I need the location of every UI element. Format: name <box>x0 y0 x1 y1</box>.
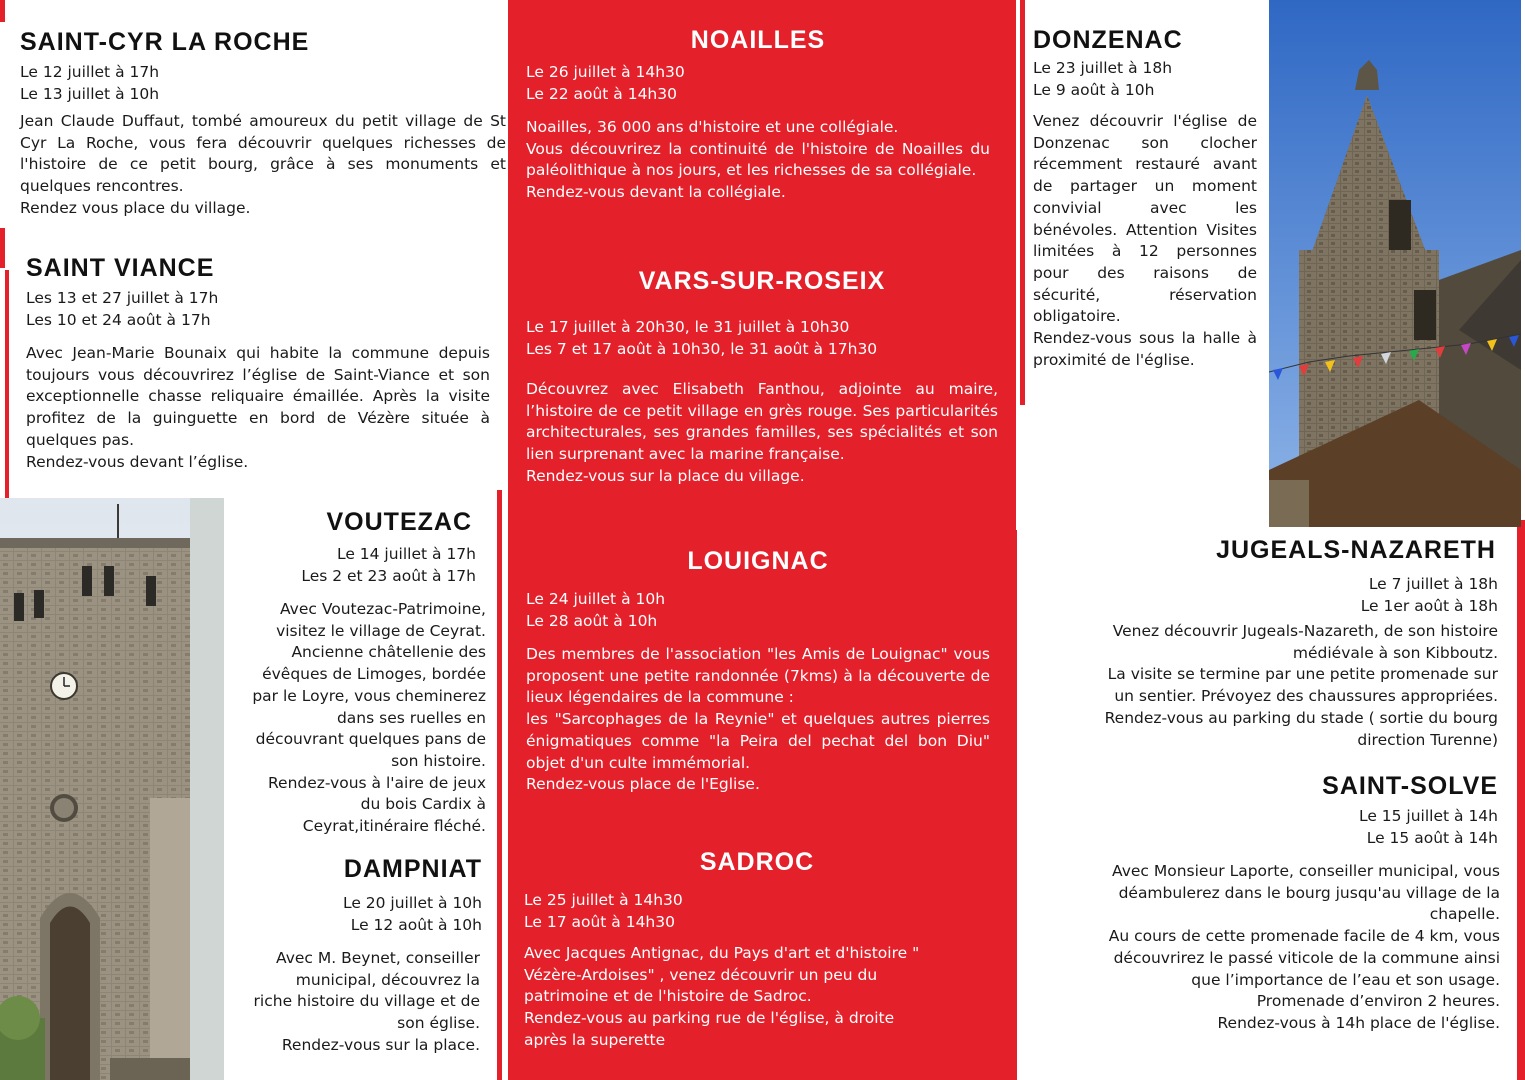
section-title: VARS-SUR-ROSEIX <box>638 267 886 295</box>
dates-block <box>20 61 506 105</box>
text-line: chapelle. <box>1429 905 1500 924</box>
text-line: Avec Monsieur Laporte, conseiller municipal, vous <box>1112 862 1500 880</box>
section-title: SADROC <box>699 848 815 876</box>
section-title: NOAILLES <box>690 26 826 54</box>
date-line: Le 17 août à 14h30 <box>524 913 675 931</box>
section-title: SAINT-CYR LA ROCHE <box>20 28 310 56</box>
section-saint-cyr <box>20 28 506 220</box>
text-line: évêques de Limoges, bordée <box>262 665 486 684</box>
text-line: déambulerez dans le bourg jusqu'au village de la <box>1118 883 1500 902</box>
section-title: LOUIGNAC <box>687 547 829 575</box>
section-jugeals-nazareth <box>1040 536 1500 751</box>
description: Avec Jean-Marie Bounaix qui habite la commune depuis toujours vous découvrirez l’église de Saint-Viance et son exceptionnelle chasse reliquaire émaillée. Après la visite profitez de la guinguette en bord de Vézère située à quelques pas. <box>26 344 490 449</box>
description: Des membres de l'association "les Amis de Louignac" vous proposent une petite randonnée (7kms) à la découverte de lieux légendaires de la commune : <box>526 645 990 707</box>
text-line: Avec Voutezac-Patrimoine, <box>279 600 486 618</box>
date-line: Le 15 août à 14h <box>1366 829 1498 847</box>
section-title: JUGEALS-NAZARETH <box>1216 536 1496 564</box>
section-sadroc <box>524 848 990 1052</box>
date-line: Le 12 juillet à 17h <box>20 63 160 81</box>
meeting-point: Rendez-vous à 14h place de l'église. <box>1217 1013 1500 1032</box>
date-line: Le 28 août à 10h <box>526 612 658 630</box>
text-line: du bois Cardix à <box>360 795 486 814</box>
description: Jean Claude Duffaut, tombé amoureux du petit village de St Cyr La Roche, vous fera découvrir quelques richesses de l'histoire de ce petit bourg, grâce à ses monuments et quelques rencontres. <box>20 112 506 196</box>
description <box>1040 621 1500 751</box>
dates-block <box>1040 573 1500 617</box>
date-line: Le 1er août à 18h <box>1360 597 1498 615</box>
text-line: découvrirez le passé viticole de la commune ainsi <box>1113 948 1500 967</box>
text-line: direction Turenne) <box>1357 730 1498 749</box>
section-title: DAMPNIAT <box>343 855 482 883</box>
section-title: VOUTEZAC <box>326 508 472 536</box>
date-line: Les 2 et 23 août à 17h <box>301 567 476 585</box>
section-louignac <box>526 547 990 796</box>
accent-bar-right-top <box>1020 0 1025 405</box>
meeting-point: Rendez-vous au parking rue de l'église, à droite <box>524 1009 895 1028</box>
accent-bar-center-left <box>497 490 502 1080</box>
section-voutezac <box>226 508 486 838</box>
description <box>524 943 990 1052</box>
dates-block <box>1040 805 1500 849</box>
dates-block <box>226 543 486 587</box>
accent-bar-left-mid <box>0 228 5 268</box>
section-saint-solve <box>1040 772 1500 1035</box>
date-line: Le 24 juillet à 10h <box>526 590 666 608</box>
text-line: son histoire. <box>391 751 486 770</box>
dates-block <box>226 892 482 936</box>
text-line: Venez découvrir Jugeals-Nazareth, de son histoire <box>1112 622 1498 640</box>
meeting-point: Rendez vous place du village. <box>20 198 251 217</box>
text-line: Promenade d’environ 2 heures. <box>1256 992 1500 1011</box>
section-donzenac <box>1033 26 1257 371</box>
text-line: après la superette <box>524 1030 666 1049</box>
section-dampniat <box>226 855 482 1057</box>
text-line: par le Loyre, vous cheminerez <box>252 686 486 705</box>
text-line: patrimoine et de l'histoire de Sadroc. <box>524 987 812 1006</box>
date-line: Le 25 juillet à 14h30 <box>524 891 683 909</box>
text-line: visitez le village de Ceyrat. <box>276 621 486 640</box>
date-line: Le 15 juillet à 14h <box>1358 807 1498 825</box>
text-line: Vézère-Ardoises" , venez découvrir un peu du <box>524 965 878 984</box>
date-line: Le 7 juillet à 18h <box>1368 575 1498 593</box>
meeting-point: Rendez-vous au parking du stade ( sortie du bourg <box>1104 708 1498 727</box>
dates-block <box>526 316 998 360</box>
section-title: SAINT-SOLVE <box>1322 772 1498 800</box>
accent-bar-right-edge <box>1517 520 1525 1080</box>
voutezac-church-photo <box>0 498 224 1080</box>
dates-block <box>524 889 990 933</box>
text-line: Avec Jacques Antignac, du Pays d'art et d'histoire " <box>524 944 920 962</box>
meeting-point: Rendez-vous sur la place du village. <box>526 466 805 485</box>
date-line: Le 26 juillet à 14h30 <box>526 63 685 81</box>
date-line: Le 20 juillet à 10h <box>342 894 482 912</box>
date-line: Le 17 juillet à 20h30, le 31 juillet à 10h30 <box>526 318 850 336</box>
date-line: Le 13 juillet à 10h <box>20 85 160 103</box>
dates-block <box>526 61 990 105</box>
description <box>226 599 486 838</box>
description <box>226 948 482 1057</box>
accent-bar-right-bottom <box>1012 530 1017 1080</box>
description <box>526 117 990 204</box>
text-line: dans ses ruelles en <box>336 708 486 727</box>
dates-block <box>26 287 490 331</box>
accent-bar-left-lower <box>5 270 9 498</box>
section-title: DONZENAC <box>1033 26 1183 54</box>
donzenac-church-photo <box>1269 0 1521 527</box>
dates-block <box>526 588 990 632</box>
date-line: Les 7 et 17 août à 10h30, le 31 août à 17h30 <box>526 340 878 358</box>
date-line: Le 22 août à 14h30 <box>526 85 677 103</box>
date-line: Le 12 août à 10h <box>350 916 482 934</box>
text-line: Ceyrat,itinéraire fléché. <box>302 817 486 836</box>
section-saint-viance <box>26 254 490 473</box>
dates-block <box>1033 57 1257 101</box>
text-line: Avec M. Beynet, conseiller <box>276 949 480 967</box>
section-noailles <box>526 26 990 204</box>
text-line: Ancienne châtellenie des <box>291 643 486 662</box>
meeting-point: Rendez-vous sous la halle à proximité de l'église. <box>1033 329 1257 369</box>
text-line: son église. <box>397 1014 480 1033</box>
text-line: découvrant quelques pans de <box>255 730 486 749</box>
text-line: La visite se termine par une petite promenade sur <box>1107 665 1498 684</box>
accent-bar-left-top <box>0 0 5 22</box>
text-line: Au cours de cette promenade facile de 4 km, vous <box>1108 927 1500 946</box>
text-line: que l’importance de l’eau et son usage. <box>1191 970 1500 989</box>
text-line: médiévale à son Kibboutz. <box>1292 643 1498 662</box>
section-title: SAINT VIANCE <box>26 254 215 282</box>
meeting-point: Rendez-vous sur la place. <box>281 1035 480 1054</box>
description-text: Vous découvrirez la continuité de l'histoire de Noailles du paléolithique à nos jours, et les richesses de sa collégiale. <box>526 139 990 180</box>
description-extra: les "Sarcophages de la Reynie" et quelques autres pierres énigmatiques comme "la Peira del pechat del bon Diu" objet d'un culte immémorial. <box>526 710 990 772</box>
description: Venez découvrir l'église de Donzenac son clocher récemment restauré avant de partager un moment convivial avec les bénévoles. Attention Visites limitées à 12 personnes pour des raisons de sécurité, réservation obligatoire. <box>1033 112 1257 326</box>
meeting-point: Rendez-vous place de l'Eglise. <box>526 775 760 794</box>
text-line: riche histoire du village et de <box>253 992 480 1011</box>
text-line: municipal, découvrez la <box>295 970 480 989</box>
date-line: Le 9 août à 10h <box>1033 81 1155 99</box>
date-line: Le 14 juillet à 17h <box>336 545 476 563</box>
meeting-point: Rendez-vous à l'aire de jeux <box>267 773 486 792</box>
meeting-point: Rendez-vous devant l’église. <box>26 452 249 471</box>
text-line: un sentier. Prévoyez des chaussures appropriées. <box>1114 687 1498 706</box>
meeting-point: Rendez-vous devant la collégiale. <box>526 183 786 202</box>
date-line: Les 13 et 27 juillet à 17h <box>26 289 219 307</box>
section-vars-sur-roseix <box>526 267 998 488</box>
description: Découvrez avec Elisabeth Fanthou, adjointe au maire, l’histoire de ce petit village en grès rouge. Ses particularités architecturales, ses grandes familles, ses spécialités et son lien surprenant avec la marine française. <box>526 380 998 464</box>
lead-line: Noailles, 36 000 ans d'histoire et une collégiale. <box>526 118 899 136</box>
date-line: Le 23 juillet à 18h <box>1033 59 1173 77</box>
description <box>1040 861 1500 1035</box>
date-line: Les 10 et 24 août à 17h <box>26 311 211 329</box>
